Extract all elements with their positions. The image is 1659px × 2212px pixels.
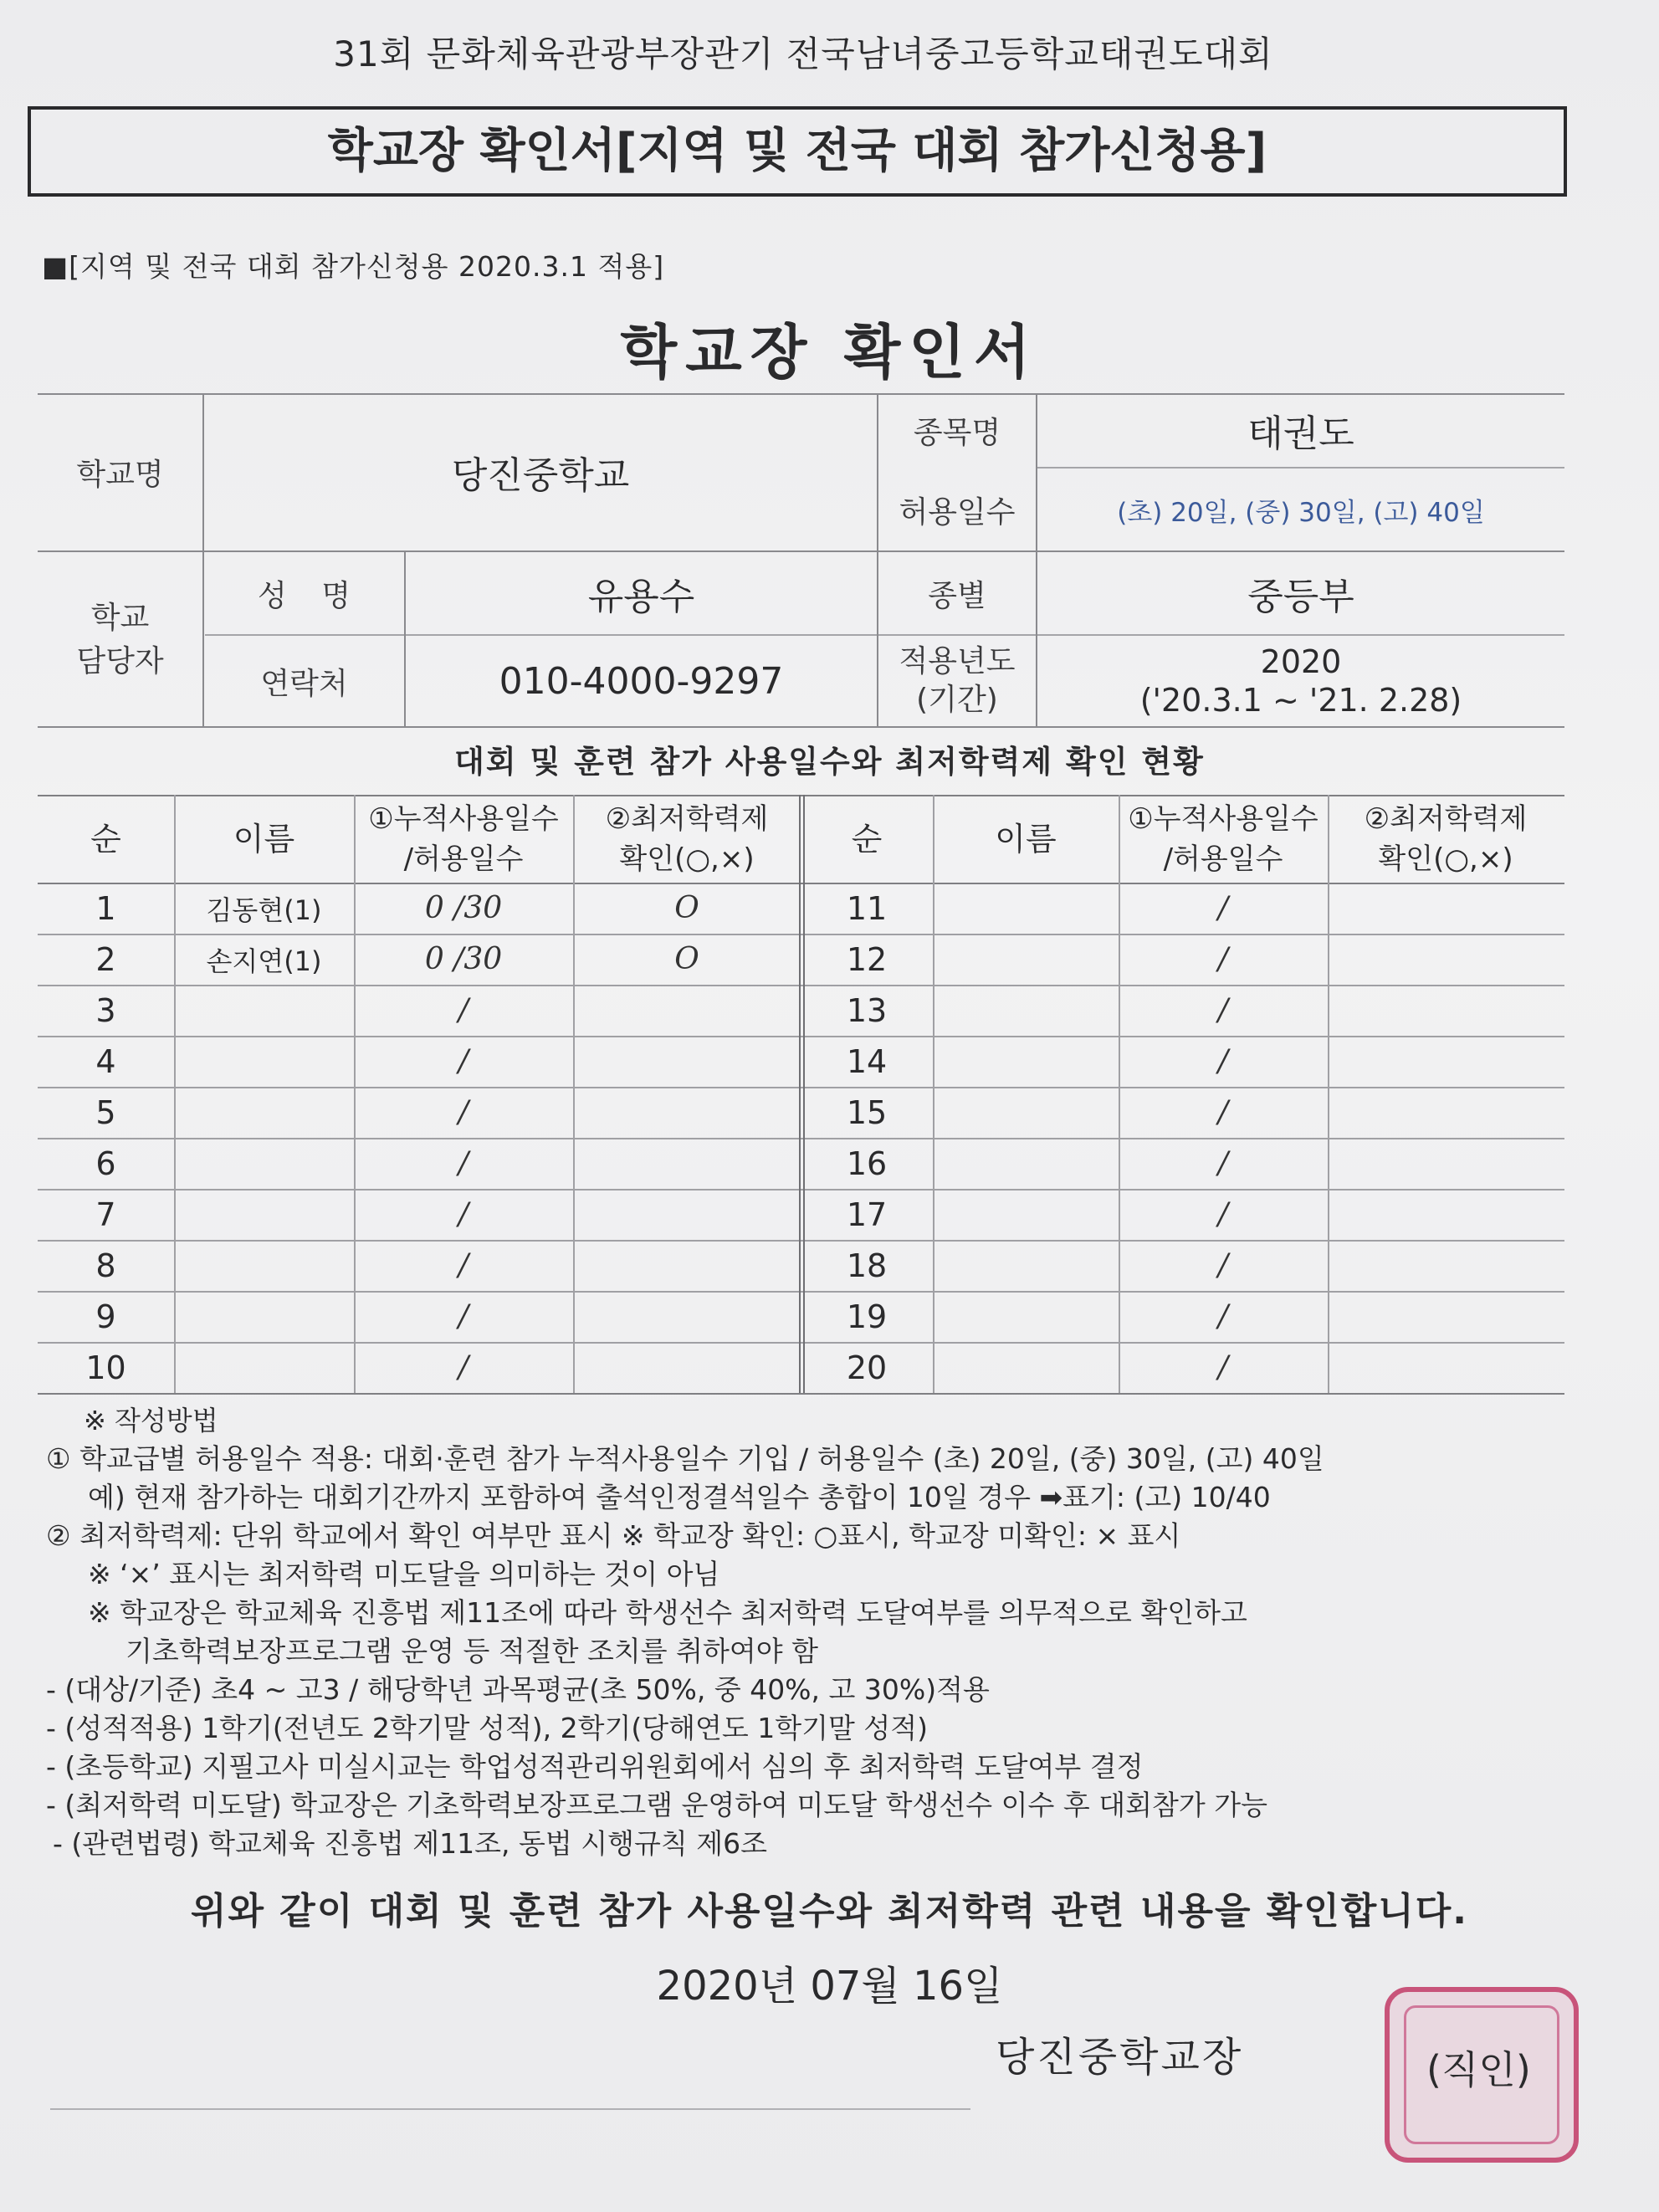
boxed-title-text: 학교장 확인서[지역 및 전국 대회 참가신청용] [327,124,1267,178]
row-days: / [1217,1197,1229,1231]
rule [38,726,1564,728]
instruction-line: 예) 현재 참가하는 대회기간까지 포함하여 출석인정결석일수 총합이 10일 경우 ➡표기: (고) 10/40 [88,1481,1271,1513]
instruction-line: ① 학교급별 허용일수 적용: 대회·훈련 참가 누적사용일수 기입 / 허용일수 (초) 20일, (중) 30일, (고) 40일 [46,1442,1324,1475]
bottom-divider [50,2108,970,2110]
instruction-line: ※ 작성방법 [84,1405,218,1436]
row-name [174,1240,354,1291]
seal-label: (직인) [1426,2047,1531,2092]
row-days: / [458,1350,469,1385]
row-name [933,1342,1119,1393]
manager-label-line1: 학교 [90,601,150,635]
row-name [174,1087,354,1138]
row-check [573,1189,801,1240]
row-check [1328,985,1564,1036]
row-days: / [1217,891,1229,925]
period-value-range: ('20.3.1 ~ '21. 2.28) [1139,682,1462,719]
row-check [573,1087,801,1138]
row-number: 19 [846,1298,888,1335]
row-check [1328,1087,1564,1138]
row-number: 15 [846,1093,888,1131]
row-check [1328,1189,1564,1240]
manager-label-line2: 담당자 [76,644,164,678]
instruction-line: - (관련법령) 학교체육 진흥법 제11조, 동법 시행규칙 제6조 [53,1827,767,1860]
row-days: / [458,1197,469,1231]
header-edu-line1: ②최저학력제 [605,801,769,836]
row-name [174,1342,354,1393]
row-check [1328,1291,1564,1342]
instruction-line: - (최저학력 미도달) 학교장은 기초학력보장프로그램 운영하여 미도달 학생선수 이수 후 대회참가 가능 [46,1789,1268,1821]
sport-value: 태권도 [1247,412,1354,455]
period-label-line2: (기간) [916,683,998,717]
name-value: 유용수 [587,576,695,618]
row-number: 17 [846,1196,888,1233]
row-number: 8 [95,1247,116,1284]
row-days: / [1217,993,1229,1027]
header-edu-line2: 확인(○,×) [619,842,755,876]
confirmation-statement: 위와 같이 대회 및 훈련 참가 사용일수와 최저학력 관련 내용을 확인합니다. [190,1890,1468,1933]
row-number: 9 [95,1298,116,1335]
left-header-edu [573,795,801,883]
left-header-days [354,795,573,883]
row-name [933,1036,1119,1087]
right-header-edu [1328,795,1564,883]
row-name: 김동현(1) [206,894,322,926]
row-days: / [1217,1350,1229,1385]
row-number: 4 [95,1042,116,1080]
instruction-line: - (초등학교) 지필고사 미실시교는 학업성적관리위원회에서 심의 후 최저학력 도달여부 결정 [46,1750,1144,1783]
row-check [573,1342,801,1393]
row-name [174,1036,354,1087]
row-number: 20 [846,1349,888,1386]
allowed-days-value: (초) 20일, (중) 30일, (고) 40일 [1117,497,1485,528]
row-name [933,1087,1119,1138]
row-check [573,1138,801,1189]
row-check [1328,1138,1564,1189]
principal-signature: 당진중학교장 [996,2034,1244,2081]
manager-label [38,552,202,728]
header-days-line2: /허용일수 [403,842,524,876]
row-days: / [1217,1248,1229,1283]
row-days: / [458,1095,469,1129]
row-name [174,1291,354,1342]
school-label: 학교명 [76,457,164,492]
instruction-line: ※ ‘×’ 표시는 최저학력 미도달을 의미하는 것이 아님 [88,1558,720,1590]
event-title: 31회 문화체육관광부장관기 전국남녀중고등학교태권도대회 [333,33,1273,74]
row-check [573,1291,801,1342]
row-number: 6 [95,1144,116,1182]
period-value [1037,636,1564,726]
row-number: 10 [85,1349,126,1386]
row-days: / [458,1248,469,1283]
row-name [933,934,1119,985]
row-check [1328,1240,1564,1291]
row-name [174,985,354,1036]
row-number: 14 [846,1042,888,1080]
sport-label: 종목명 [913,415,1001,450]
row-number: 3 [95,991,116,1029]
row-days: / [1217,1044,1229,1078]
instruction-line: - (대상/기준) 초4 ~ 고3 / 해당학년 과목평균(초 50%, 중 40%, 고 30%)적용 [46,1673,990,1706]
school-value: 당진중학교 [451,454,630,497]
instruction-line: ② 최저학력제: 단위 학교에서 확인 여부만 표시 ※ 학교장 확인: ○표시, 학교장 미확인: × 표시 [46,1519,1181,1552]
row-check [1328,1342,1564,1393]
row-days: / [1217,942,1229,976]
row-days: / [458,1146,469,1180]
row-check: O [674,942,699,976]
rule [38,1393,1564,1395]
period-value-year: 2020 [1260,643,1342,680]
allowed-days-label: 허용일수 [899,494,1016,530]
instruction-line: 기초학력보장프로그램 운영 등 적절한 조치를 취하여야 함 [125,1635,819,1667]
row-days: 0 /30 [424,942,503,976]
header-edu-line1: ②최저학력제 [1364,801,1528,836]
row-days: 0 /30 [424,891,503,925]
row-number: 7 [95,1196,116,1233]
period-label [878,636,1036,726]
row-number: 18 [846,1247,888,1284]
row-number: 2 [95,940,116,978]
participation-table [38,795,1564,1393]
row-number: 11 [846,889,888,927]
name-label: 성 명 [258,578,351,613]
row-name [933,985,1119,1036]
instruction-line: - (성적적용) 1학기(전년도 2학기말 성적), 2학기(당해연도 1학기말 성적) [46,1712,929,1744]
application-note: ■[지역 및 전국 대회 참가신청용 2020.3.1 적용] [42,250,665,283]
row-check [573,985,801,1036]
right-header-no: 순 [851,820,883,858]
row-check [573,1240,801,1291]
page-title: 학교장 확인서 [620,318,1039,387]
boxed-title [28,106,1567,197]
row-days: / [1217,1146,1229,1180]
right-header-name: 이름 [995,820,1057,858]
category-value: 중등부 [1247,576,1354,618]
row-number: 5 [95,1093,116,1131]
row-number: 1 [95,889,116,927]
row-days: / [458,1044,469,1078]
row-name [933,1189,1119,1240]
period-label-line1: 적용년도 [899,644,1016,678]
header-edu-line2: 확인(○,×) [1378,842,1513,876]
row-name: 손지연(1) [206,945,322,977]
status-section-title: 대회 및 훈련 참가 사용일수와 최저학력제 확인 현황 [454,744,1205,780]
left-header-no: 순 [90,820,121,858]
row-number: 13 [846,991,888,1029]
contact-value: 010-4000-9297 [499,659,784,703]
row-name [174,1138,354,1189]
row-number: 16 [846,1144,888,1182]
row-days: / [1217,1299,1229,1334]
header-days-line2: /허용일수 [1163,842,1283,876]
row-name [933,1240,1119,1291]
row-check [1328,1036,1564,1087]
row-name [933,1138,1119,1189]
instruction-line: ※ 학교장은 학교체육 진흥법 제11조에 따라 학생선수 최저학력 도달여부를 의무적으로 확인하고 [88,1596,1247,1629]
right-header-days [1119,795,1328,883]
contact-label: 연락처 [260,666,348,701]
row-check [1328,883,1564,934]
row-name [933,883,1119,934]
category-label: 종별 [928,578,986,613]
row-days: / [1217,1095,1229,1129]
left-header-name: 이름 [233,820,295,858]
row-name [933,1291,1119,1342]
instructions [46,1401,1577,1863]
row-number: 12 [846,940,888,978]
header-days-line1: ①누적사용일수 [368,801,559,836]
row-name [174,1189,354,1240]
issue-date: 2020년 07월 16일 [656,1963,1003,2010]
row-days: / [458,993,469,1027]
row-check [573,1036,801,1087]
header-days-line1: ①누적사용일수 [1128,801,1318,836]
info-table [38,393,1564,728]
row-check [1328,934,1564,985]
row-check: O [674,891,699,925]
row-days: / [458,1299,469,1334]
